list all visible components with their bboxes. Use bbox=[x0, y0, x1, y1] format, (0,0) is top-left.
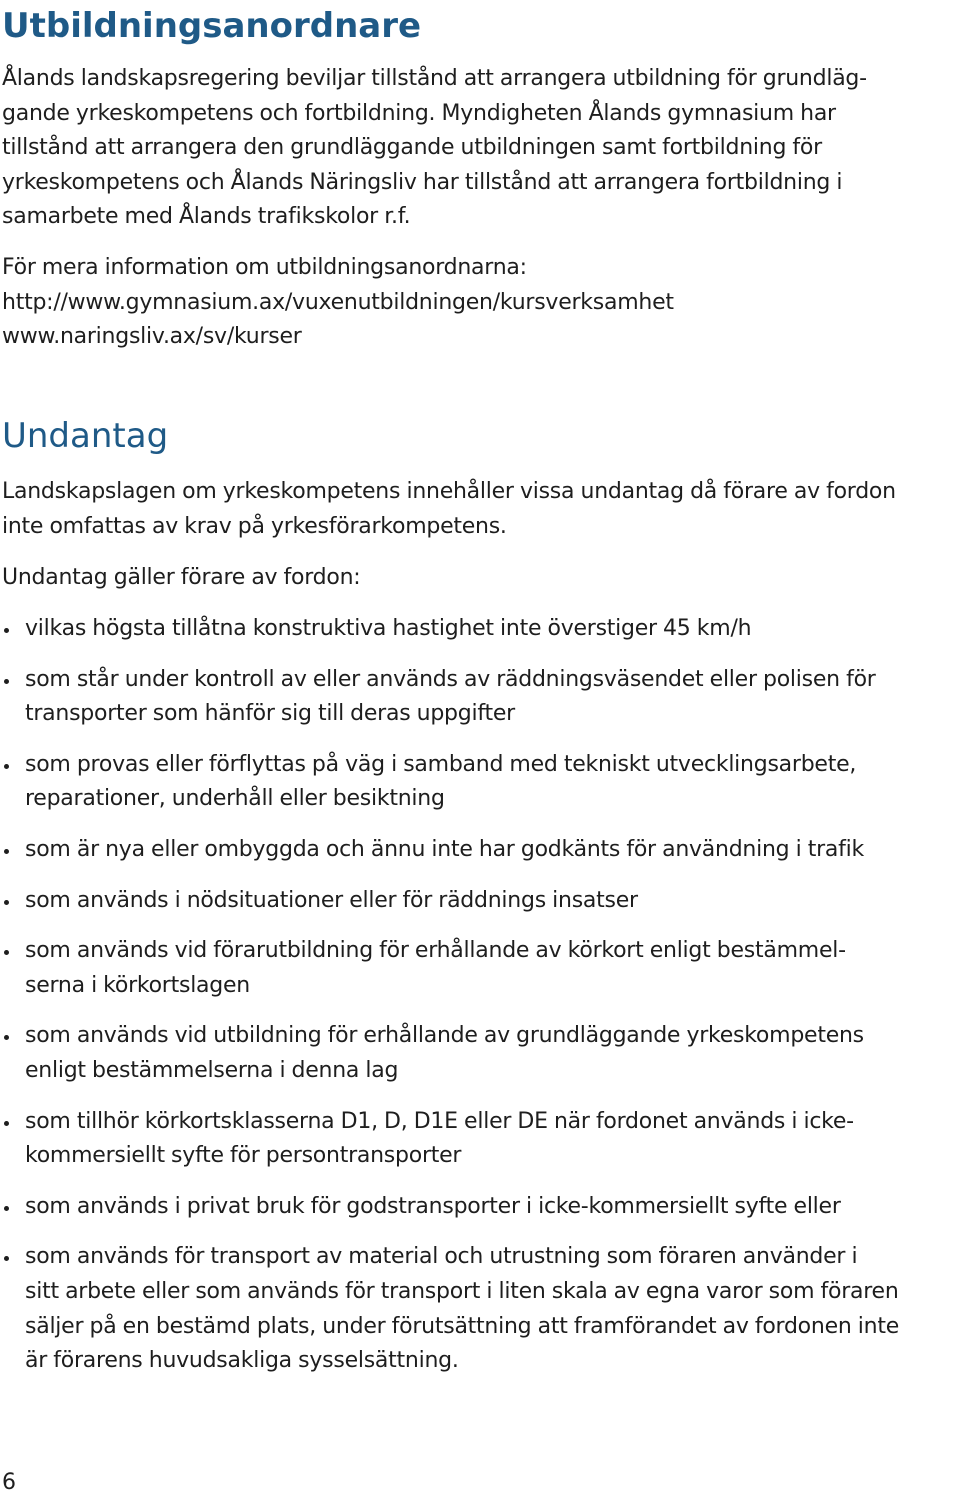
list-item-line: enligt bestämmelserna i denna lag bbox=[25, 1057, 399, 1083]
paragraph-line: Ålands landskapsregering beviljar tillstånd att arrangera utbildning för grundläg- bbox=[2, 66, 867, 91]
list-item-line: som används vid utbildning för erhållande av grundläggande yrkeskompetens bbox=[25, 1023, 864, 1049]
exemption-list bbox=[0, 612, 960, 1395]
list-item-line: som används i nödsituationer eller för räddnings insatser bbox=[25, 887, 638, 913]
list-item-line: som är nya eller ombyggda och ännu inte har godkänts för användning i trafik bbox=[25, 836, 864, 862]
list-item-line: serna i körkortslagen bbox=[25, 972, 250, 998]
list-item bbox=[0, 833, 960, 868]
info-label: För mera information om utbildningsanordnarna: bbox=[2, 255, 527, 280]
list-item-line: som provas eller förflyttas på väg i samband med tekniskt utvecklingsarbete, bbox=[25, 751, 857, 777]
bullet-icon bbox=[4, 900, 9, 905]
list-item-line: som används för transport av material och utrustning som föraren använder i bbox=[25, 1244, 858, 1270]
bullet-icon bbox=[4, 679, 9, 684]
link-naringsliv[interactable]: www.naringsliv.ax/sv/kurser bbox=[2, 324, 302, 350]
list-item-line: kommersiellt syfte för persontransporter bbox=[25, 1143, 462, 1169]
page-number: 6 bbox=[2, 1470, 16, 1495]
list-item bbox=[0, 1190, 960, 1225]
bullet-icon bbox=[4, 1035, 9, 1040]
list-item-line: som används vid förarutbildning för erhållande av körkort enligt bestämmel- bbox=[25, 938, 846, 964]
list-item-line: säljer på en bestämd plats, under förutsättning att framförandet av fordonen inte bbox=[25, 1313, 900, 1339]
paragraph-line: samarbete med Ålands trafikskolor r.f. bbox=[2, 204, 411, 230]
bullet-icon bbox=[4, 1256, 9, 1261]
list-item bbox=[0, 1019, 960, 1088]
paragraph-line: yrkeskompetens och Ålands Näringsliv har tillstånd att arrangera fortbildning i bbox=[2, 169, 843, 195]
paragraph-undantag-intro bbox=[2, 475, 960, 544]
list-item-line: är förarens huvudsakliga sysselsättning. bbox=[25, 1348, 459, 1374]
list-item-line: som används i privat bruk för godstransporter i icke-kommersiellt syfte eller bbox=[25, 1193, 841, 1219]
link-gymnasium[interactable]: http://www.gymnasium.ax/vuxenutbildningen/kursverksamhet bbox=[2, 289, 674, 315]
bullet-icon bbox=[4, 1121, 9, 1126]
list-item-line: sitt arbete eller som används för transport i liten skala av egna varor som föraren bbox=[25, 1278, 899, 1304]
paragraph-utbildningsanordnare bbox=[2, 62, 960, 235]
list-item-line: transporter som hänför sig till deras uppgifter bbox=[25, 701, 515, 727]
section-heading-undantag: Undantag bbox=[2, 416, 169, 456]
list-item-line: som står under kontroll av eller används av räddningsväsendet eller polisen för bbox=[25, 666, 876, 692]
list-item bbox=[0, 1240, 960, 1378]
list-item-line: reparationer, underhåll eller besiktning bbox=[25, 786, 445, 812]
list-item bbox=[0, 934, 960, 1003]
bullet-icon bbox=[4, 950, 9, 955]
section-heading-utbildningsanordnare: Utbildningsanordnare bbox=[2, 6, 422, 46]
bullet-icon bbox=[4, 849, 9, 854]
list-item-line: vilkas högsta tillåtna konstruktiva hastighet inte överstiger 45 km/h bbox=[25, 616, 752, 641]
bullet-icon bbox=[4, 1206, 9, 1211]
list-item bbox=[0, 1105, 960, 1174]
list-item bbox=[0, 884, 960, 919]
paragraph-more-information bbox=[2, 251, 960, 355]
paragraph-line: gande yrkeskompetens och fortbildning. Myndigheten Ålands gymnasium har bbox=[2, 100, 836, 126]
paragraph-line: inte omfattas av krav på yrkesförarkompetens. bbox=[2, 513, 507, 539]
paragraph-line: tillstånd att arrangera den grundläggande utbildningen samt fortbildning för bbox=[2, 135, 822, 161]
list-item bbox=[0, 663, 960, 732]
list-item bbox=[0, 748, 960, 817]
list-item bbox=[0, 612, 960, 647]
bullet-icon bbox=[4, 764, 9, 769]
list-intro: Undantag gäller förare av fordon: bbox=[2, 565, 361, 590]
bullet-icon bbox=[4, 628, 9, 633]
list-item-line: som tillhör körkortsklasserna D1, D, D1E eller DE när fordonet används i icke- bbox=[25, 1108, 854, 1134]
paragraph-line: Landskapslagen om yrkeskompetens innehåller vissa undantag då förare av fordon bbox=[2, 479, 896, 504]
